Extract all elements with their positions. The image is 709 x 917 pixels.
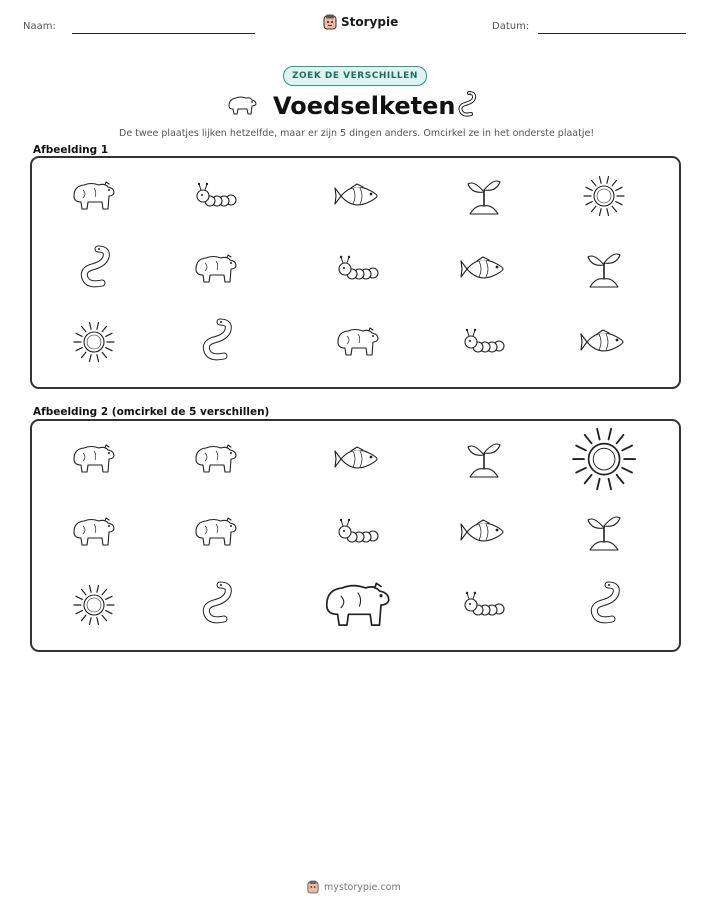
worm-icon: [54, 231, 134, 307]
brand-name: Storypie: [341, 15, 399, 29]
bear-icon[interactable]: [54, 494, 134, 570]
sprout-icon[interactable]: [564, 494, 644, 570]
name-label: Naam:: [23, 21, 56, 32]
caterpillar-icon: [318, 231, 398, 307]
storypie-mascot-icon: [323, 14, 337, 30]
storypie-mascot-icon: [307, 880, 319, 894]
caterpillar-icon[interactable]: [318, 494, 398, 570]
date-line[interactable]: [538, 33, 686, 34]
bear-icon: [226, 94, 258, 118]
sun-icon: [564, 158, 644, 234]
sun-icon: [54, 304, 134, 380]
fish-icon: [444, 231, 524, 307]
bear-icon[interactable]: [176, 421, 256, 497]
sprout-icon: [444, 158, 524, 234]
fish-icon[interactable]: [318, 421, 398, 497]
bear-icon: [318, 304, 398, 380]
sun-icon[interactable]: [54, 567, 134, 643]
sprout-icon: [564, 231, 644, 307]
bear-icon[interactable]: [318, 567, 398, 643]
fish-icon: [318, 158, 398, 234]
worm-icon[interactable]: [564, 567, 644, 643]
sun-icon[interactable]: [564, 421, 644, 497]
worm-icon: [455, 90, 479, 120]
activity-badge: ZOEK DE VERSCHILLEN: [283, 66, 427, 86]
caterpillar-icon: [176, 158, 256, 234]
footer: [307, 880, 401, 894]
caterpillar-icon: [444, 304, 524, 380]
bear-icon[interactable]: [54, 421, 134, 497]
sprout-icon[interactable]: [444, 421, 524, 497]
date-label: Datum:: [492, 21, 530, 32]
instructions: De twee plaatjes lijken hetzelfde, maar er zijn 5 dingen anders. Omcirkel ze in het onderste plaatje!: [119, 128, 595, 139]
fish-icon[interactable]: [444, 494, 524, 570]
worm-icon[interactable]: [176, 567, 256, 643]
caterpillar-icon[interactable]: [444, 567, 524, 643]
footer-url: mystorypie.com: [324, 881, 401, 893]
picture2-label: Afbeelding 2 (omcirkel de 5 verschillen): [33, 406, 270, 418]
page-title: Voedselketen: [273, 92, 456, 120]
brand-logo: [323, 14, 398, 30]
name-line[interactable]: [72, 33, 255, 34]
bear-icon: [176, 231, 256, 307]
fish-icon: [564, 304, 644, 380]
bear-icon: [54, 158, 134, 234]
worm-icon: [176, 304, 256, 380]
bear-icon[interactable]: [176, 494, 256, 570]
picture1-label: Afbeelding 1: [33, 144, 109, 156]
